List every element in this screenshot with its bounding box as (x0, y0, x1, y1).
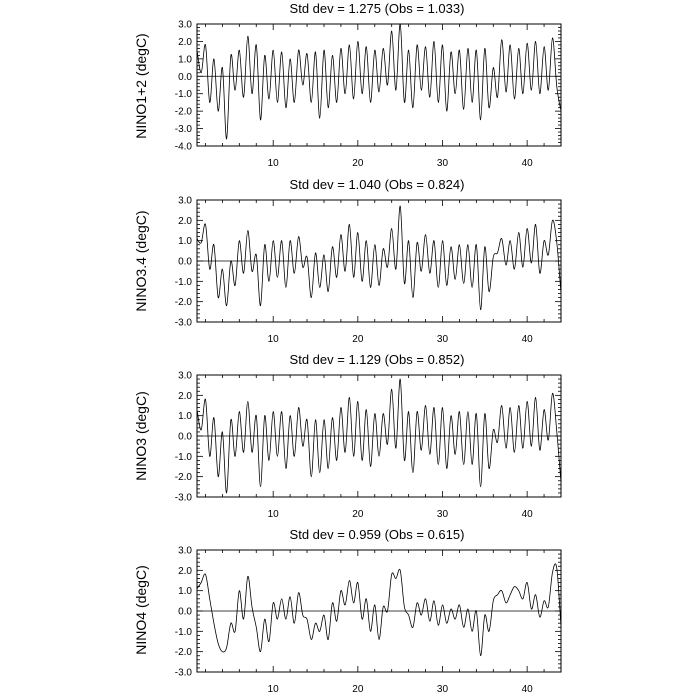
y-tick-label: 2.0 (178, 565, 192, 577)
series-marks (197, 564, 561, 656)
y-tick-label: 3.0 (178, 19, 192, 31)
y-tick-label: 3.0 (178, 545, 192, 557)
y-tick-label: -1.0 (174, 626, 192, 638)
panel-title: Std dev = 0.959 (Obs = 0.615) (289, 527, 465, 542)
y-tick-label: 0.0 (178, 71, 192, 83)
x-tick-label: 40 (521, 509, 533, 520)
x-tick-label: 30 (436, 158, 449, 169)
y-tick-label: 0.0 (178, 256, 192, 268)
y-axis-label: NINO3.4 (degC) (133, 210, 149, 312)
y-axis-label: NINO3 (degC) (133, 391, 149, 481)
series-line (197, 24, 561, 139)
y-tick-label: -1.0 (174, 89, 192, 101)
x-tick-label: 20 (352, 334, 364, 345)
axis-ticks (175, 546, 561, 696)
y-tick-label: 1.0 (178, 54, 192, 66)
series-marks (197, 24, 561, 139)
y-tick-label: -3.0 (174, 667, 192, 679)
x-tick-label: 20 (352, 684, 364, 695)
series-line (197, 206, 561, 310)
panel-nino34 (133, 177, 561, 345)
y-tick-label: 1.0 (178, 411, 192, 423)
x-tick-label: 10 (267, 158, 279, 169)
y-tick-label: -2.0 (174, 647, 192, 659)
x-tick-label: 30 (436, 334, 449, 345)
y-axis-label: NINO4 (degC) (133, 565, 149, 655)
y-tick-label: -3.0 (174, 317, 192, 329)
x-tick-label: 30 (436, 684, 449, 695)
x-tick-label: 10 (267, 684, 279, 695)
panel-title: Std dev = 1.275 (Obs = 1.033) (289, 1, 465, 16)
x-tick-label: 40 (521, 684, 533, 695)
y-axis-label: NINO1+2 (degC) (133, 33, 149, 139)
y-tick-label: -1.0 (174, 276, 192, 288)
y-tick-label: 1.0 (178, 236, 192, 248)
plot-frame (197, 24, 561, 146)
x-tick-label: 20 (352, 158, 364, 169)
x-tick-label: 10 (267, 509, 279, 520)
panel-title: Std dev = 1.040 (Obs = 0.824) (289, 177, 465, 192)
panel-nino3 (133, 352, 561, 520)
x-tick-label: 40 (521, 158, 533, 169)
x-tick-label: 30 (436, 509, 449, 520)
y-tick-label: -2.0 (174, 472, 192, 484)
y-tick-label: 2.0 (178, 215, 192, 227)
y-tick-label: 0.0 (178, 606, 192, 618)
y-tick-label: 2.0 (178, 36, 192, 48)
y-tick-label: 0.0 (178, 431, 192, 443)
panel-title: Std dev = 1.129 (Obs = 0.852) (289, 352, 465, 367)
y-tick-label: 3.0 (178, 370, 192, 382)
y-tick-label: -2.0 (174, 106, 192, 118)
axis-ticks (175, 371, 561, 521)
panel-nino12 (133, 1, 561, 169)
y-tick-label: 2.0 (178, 390, 192, 402)
panel-nino4 (133, 527, 561, 695)
y-tick-label: 1.0 (178, 586, 192, 598)
axis-ticks (175, 20, 561, 170)
y-tick-label: -1.0 (174, 451, 192, 463)
series-marks (197, 206, 561, 310)
y-tick-label: 3.0 (178, 195, 192, 207)
x-tick-label: 10 (267, 334, 279, 345)
y-tick-label: -2.0 (174, 297, 192, 309)
x-tick-label: 40 (521, 334, 533, 345)
y-tick-label: -3.0 (174, 124, 192, 136)
y-tick-label: -4.0 (174, 141, 192, 153)
x-tick-label: 20 (352, 509, 364, 520)
y-tick-label: -3.0 (174, 492, 192, 504)
series-marks (197, 379, 561, 493)
series-line (197, 564, 561, 656)
